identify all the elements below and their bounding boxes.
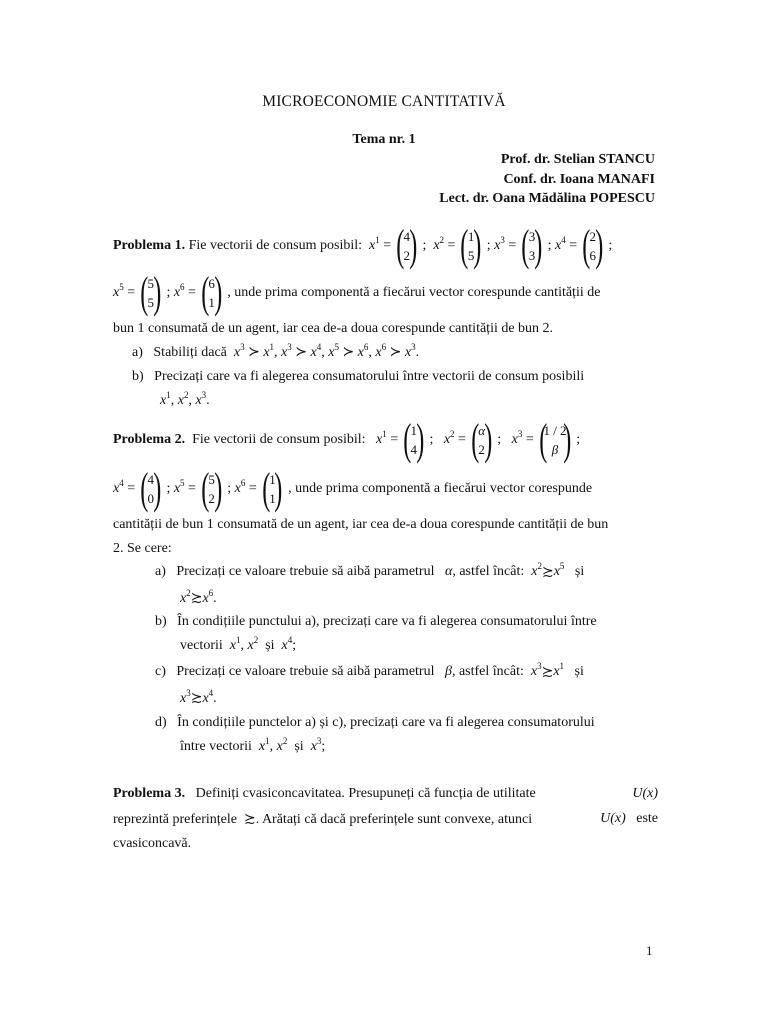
problem-2-item-b: b) În condițiile punctului a), precizați care va fi alegerea consumatorului între: [155, 614, 597, 629]
vector-x5-values: ( 5 5 ): [140, 268, 162, 317]
vector-x6: $x^6$: [173, 282, 185, 300]
problem-3-line-2: reprezintă preferințele ≿. Arătați că dacă preferințele sunt convexe, atunci U(x) este: [113, 811, 658, 827]
problem-2-item-c-cont: $x^3≿x^4$.: [180, 688, 217, 706]
problem-2-continuation-1: , unde prima componentă a fiecărui vector corespunde: [288, 481, 593, 496]
problem-3-label: Problema 3.: [113, 786, 186, 801]
p2-vector-x3: $x^3$: [511, 429, 523, 447]
problem-1-line-1: Problema 1. Fie vectorii de consum posibil: $x^1$ = ( 4 2 ) ; $x^2$ = ( 1 5 ) ; $x^3$ = ( 3 3 ) ; $x^4$ = ( 2 6 ) ;: [113, 221, 613, 270]
p2-vector-x1-values: ( 1 4 ): [403, 415, 425, 464]
vector-x1: $x^1$: [369, 235, 380, 253]
problem-1-continuation-1: , unde prima componentă a fiecărui vector corespunde cantității de: [227, 285, 601, 300]
problem-3-line-1: Problema 3. Definiți cvasiconcavitatea. Presupuneți că funcția de utilitate U(x): [113, 786, 658, 801]
problem-2-continuation-3: 2. Se cere:: [113, 541, 172, 556]
vector-x3: $x^3$: [494, 235, 505, 253]
problem-1-line-2: $x^5$ = ( 5 5 ) ; $x^6$ = ( 6 1 ) , unde prima componentă a fiecărui vector corespunde cantității de: [113, 268, 601, 317]
problem-2-continuation-2: cantității de bun 1 consumată de un agent, iar cea de-a doua corespunde cantității de bun: [113, 517, 609, 532]
p2-vector-x2-values: ( α 2 ): [471, 415, 492, 464]
page-number: 1: [646, 943, 653, 958]
problem-1-label: Problema 1.: [113, 238, 186, 253]
vector-x3-values: ( 3 3 ): [521, 221, 543, 270]
document-title: MICROECONOMIE CANTITATIVĂ: [262, 93, 506, 110]
problem-1-item-b-vectors: $x^1$, $x^2$, $x^3$.: [160, 390, 210, 408]
document-subtitle: Tema nr. 1: [352, 132, 416, 147]
author-3: Lect. dr. Oana Mădălina POPESCU: [439, 191, 655, 206]
vector-x4-values: ( 2 6 ): [582, 221, 604, 270]
problem-1-item-b: b) Precizați care va fi alegerea consumatorului între vectorii de consum posibili: [132, 369, 585, 384]
p2-vector-x1: $x^1$: [376, 429, 387, 447]
p2-vector-x4: $x^4$: [113, 478, 124, 496]
problem-3-line-3: cvasiconcavă.: [113, 836, 192, 851]
problem-2-item-c: c) Precizați ce valoare trebuie să aibă parametrul β , astfel încât: $x^3$ ≿ $x^1$ și: [155, 661, 584, 680]
p2-vector-x6: $x^6$: [234, 478, 246, 496]
vector-x1-values: ( 4 2 ): [396, 221, 418, 270]
author-1: Prof. dr. Stelian STANCU: [500, 152, 655, 167]
problem-2-label: Problema 2.: [113, 432, 186, 447]
p2-vector-x4-values: ( 4 0 ): [140, 464, 162, 513]
vector-x2-values: ( 1 5 ): [460, 221, 482, 270]
problem-1-intro: Fie vectorii de consum posibil:: [188, 238, 362, 253]
vector-x6-values: ( 6 1 ): [201, 268, 222, 317]
problem-2-item-b-cont: vectorii $x^1$, $x^2$ și $x^4$;: [180, 635, 297, 653]
problem-2-item-d-cont: între vectorii $x^1$, $x^2$ și $x^3$;: [180, 736, 326, 754]
vector-x4: $x^4$: [554, 235, 566, 253]
p2-vector-x2: $x^2$: [443, 429, 455, 447]
p2-vector-x5-values: ( 5 2 ): [201, 464, 222, 513]
problem-2-line-2: $x^4$ = ( 4 0 ) ; $x^5$ = ( 5 2 ) ; $x^6$ = ( 1 1 ) , unde prima componentă a fiecărui vector corespunde: [113, 464, 593, 513]
p2-vector-x3-values: ( 1 / 2 β ): [539, 415, 571, 464]
problem-1-item-a: a) Stabiliți dacă $x^3$ ≻ $x^1$, $x^3$ ≻ $x^4$, $x^5$ ≻ $x^6$, $x^6$ ≻ $x^3$.: [132, 342, 420, 360]
problem-2-item-d: d) În condițiile punctelor a) și c), precizați care va fi alegerea consumatorului: [155, 715, 595, 730]
vector-x2: $x^2$: [433, 235, 445, 253]
problem-1-continuation-2: bun 1 consumată de un agent, iar cea de-a doua corespunde cantității de bun 2.: [113, 321, 554, 336]
problem-2-item-a-cont: $x^2≿x^6$.: [180, 588, 217, 606]
p2-vector-x6-values: ( 1 1 ): [262, 464, 283, 513]
problem-2-item-a: a) Precizați ce valoare trebuie să aibă parametrul α , astfel încât: $x^2$ ≿ $x^5$ și: [155, 561, 585, 580]
problem-2-line-1: Problema 2. Fie vectorii de consum posibil: $x^1$ = ( 1 4 ) ; $x^2$ = ( α 2 ) ; $x^3$ = ( 1 / 2 β ) ;: [113, 415, 581, 464]
utility-function: U(x): [632, 786, 658, 801]
p2-vector-x5: $x^5$: [173, 478, 185, 496]
author-2: Conf. dr. Ioana MANAFI: [503, 172, 655, 187]
vector-x5: $x^5$: [113, 282, 124, 300]
problem-2-intro: Fie vectorii de consum posibil:: [192, 432, 366, 447]
